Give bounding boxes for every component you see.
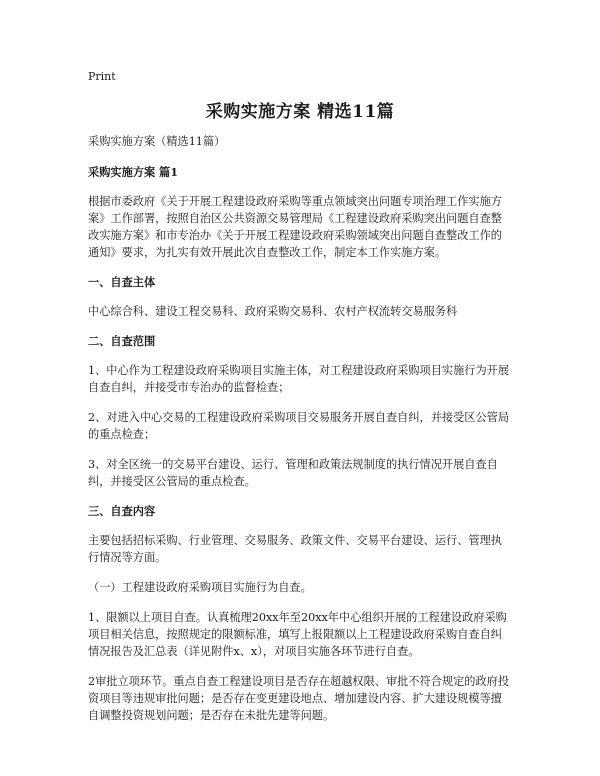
content-item-1: 1、限额以上项目自查。认真梳理20xx年至20xx年中心组织开展的工程建设政府采购项目相关信息，按照规定的限额标准，填写上报限额以上工程建设政府采购自查自纠情况报告及汇总表（详见附件x、x），对项目实施各环节进行自查。 <box>88 611 507 658</box>
document-title: 采购实施方案 精选11篇 <box>205 102 395 122</box>
heading-scope: 二、自查范围 <box>88 334 156 348</box>
content-main-paragraph: 主要包括招标采购、行业管理、交易服务、政策文件、交易平台建设、运行、管理执行情况等方面。 <box>88 534 502 564</box>
heading-content: 三、自查内容 <box>88 504 156 518</box>
content-item-2: 2审批立项环节。重点自查工程建设项目是否存在超越权限、审批不符合规定的政府投资项目等违规审批问题；是否存在变更建设地点、增加建设内容、扩大建设规模等擅自调整投资规划问题；是否存在未批先建等问题。 <box>88 675 510 722</box>
intro-paragraph: 根据市委政府《关于开展工程建设政府采购等重点领域突出问题专项治理工作实施方案》工作部署，按照自治区公共资源交易管理局《工程建设政府采购突出问题自查整改实施方案》和市专治办《关于开展工程建设政府采购领域突出问题自查整改工作的通知》要求，为扎实有效开展此次自查整改工作，制定本工作实施方案。 <box>88 195 502 259</box>
heading-subjects: 一、自查主体 <box>88 275 156 289</box>
print-link[interactable]: Print <box>88 70 116 83</box>
section-heading: 采购实施方案 篇1 <box>88 165 178 179</box>
scope-item-1: 1、中心作为工程建设政府采购项目实施主体，对工程建设政府采购项目实施行为开展自查自纠，并接受市专治办的监督检查； <box>88 364 510 394</box>
subjects-paragraph: 中心综合科、建设工程交易科、政府采购交易科、农村产权流转交易服务科 <box>88 305 458 318</box>
scope-item-2: 2、对进入中心交易的工程建设政府采购项目交易服务开展自查自纠，并接受区公管局的重点检查； <box>88 411 510 441</box>
document-body <box>88 133 512 737</box>
document-subtitle: 采购实施方案（精选11篇） <box>88 135 226 148</box>
content-subheading-1: （一）工程建设政府采购项目实施行为自查。 <box>88 581 312 594</box>
scope-item-3: 3、对全区统一的交易平台建设、运行、管理和政策法规制度的执行情况开展自查自纠，并接受区公管局的重点检查。 <box>88 458 498 488</box>
